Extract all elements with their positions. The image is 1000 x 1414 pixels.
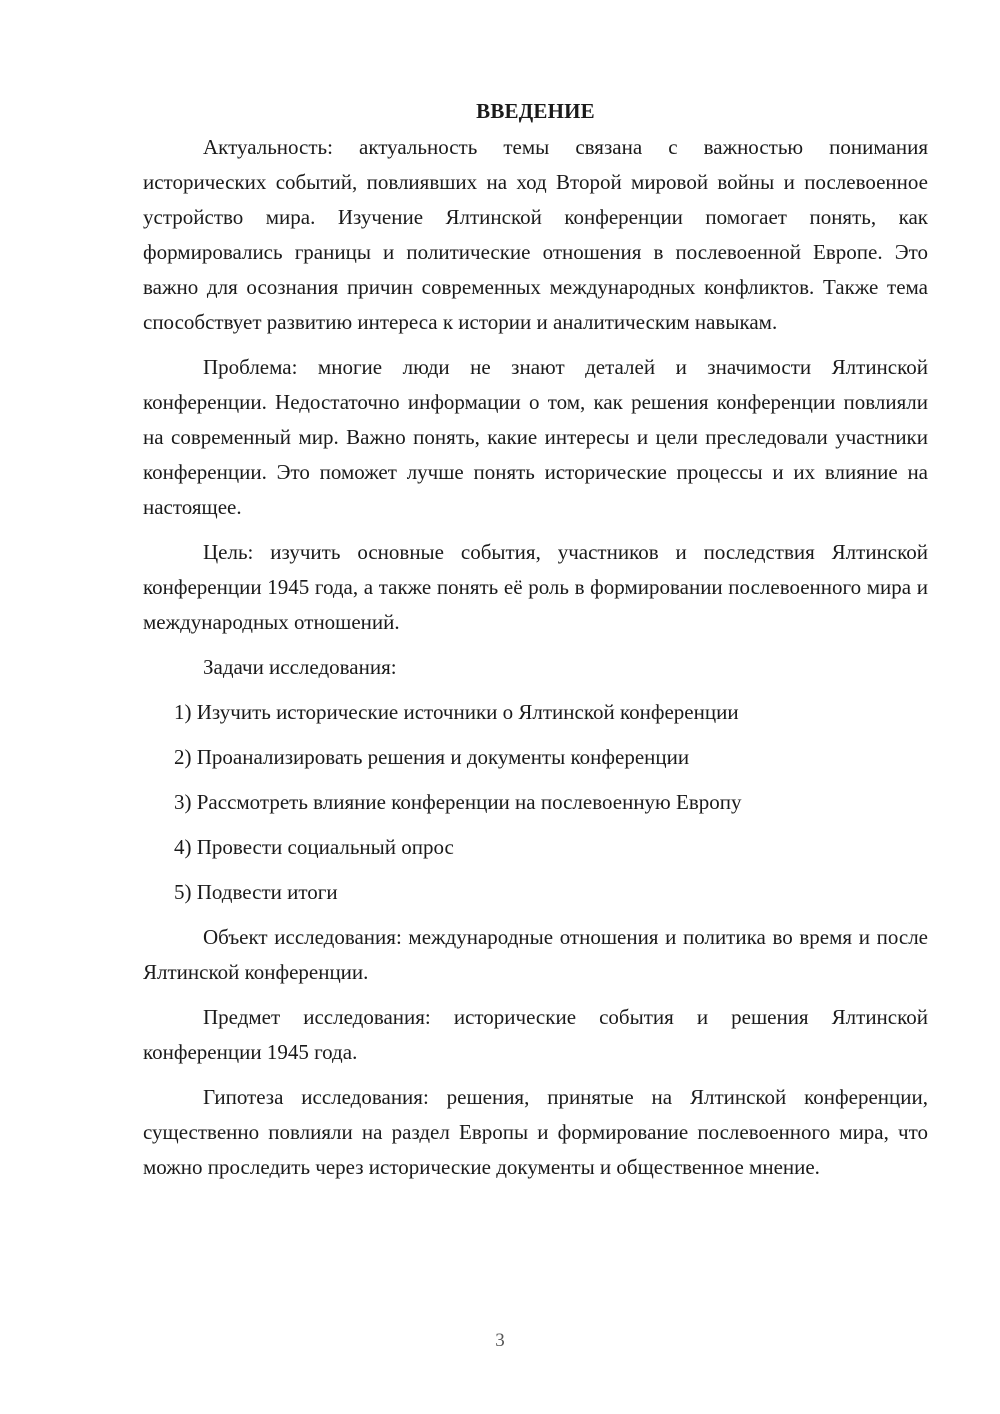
page-number: 3 [495, 1330, 505, 1351]
paragraph-hypothesis: Гипотеза исследования: решения, принятые на Ялтинской конференции, существенно повлияли на раздел Европы и формирование послевоенного мира, что можно проследить через исторические документы и общественное мнение. [143, 1085, 928, 1179]
document-page [143, 96, 928, 1195]
paragraph-object: Объект исследования: международные отношения и политика во время и после Ялтинской конференции. [143, 925, 928, 984]
task-item: 1) Изучить исторические источники о Ялтинской конференции [174, 700, 739, 724]
paragraph-relevance: Актуальность: актуальность темы связана с важностью понимания исторических событий, повлиявших на ход Второй мировой войны и послевоенное устройство мира. Изучение Ялтинской конференции помогает понять, как формировались границы и политические отношения в послевоенной Европе. Это важно для осознания причин современных международных конфликтов. Также тема способствует развитию интереса к истории и аналитическим навыкам. [143, 135, 928, 334]
tasks-title: Задачи исследования: [203, 655, 397, 679]
task-item: 2) Проанализировать решения и документы конференции [174, 745, 690, 769]
paragraph-subject: Предмет исследования: исторические события и решения Ялтинской конференции 1945 года. [143, 1005, 928, 1064]
section-heading: ВВЕДЕНИЕ [476, 99, 595, 123]
paragraph-goal: Цель: изучить основные события, участников и последствия Ялтинской конференции 1945 года, а также понять её роль в формировании послевоенного мира и международных отношений. [143, 540, 928, 634]
task-item: 3) Рассмотреть влияние конференции на послевоенную Европу [174, 790, 742, 814]
task-list [143, 695, 928, 910]
task-item: 5) Подвести итоги [174, 880, 338, 904]
paragraph-problem: Проблема: многие люди не знают деталей и значимости Ялтинской конференции. Недостаточно информации о том, как решения конференции повлияли на современный мир. Важно понять, какие интересы и цели преследовали участники конференции. Это поможет лучше понять исторические процессы и их влияние на настоящее. [143, 355, 928, 519]
task-item: 4) Провести социальный опрос [174, 835, 454, 859]
